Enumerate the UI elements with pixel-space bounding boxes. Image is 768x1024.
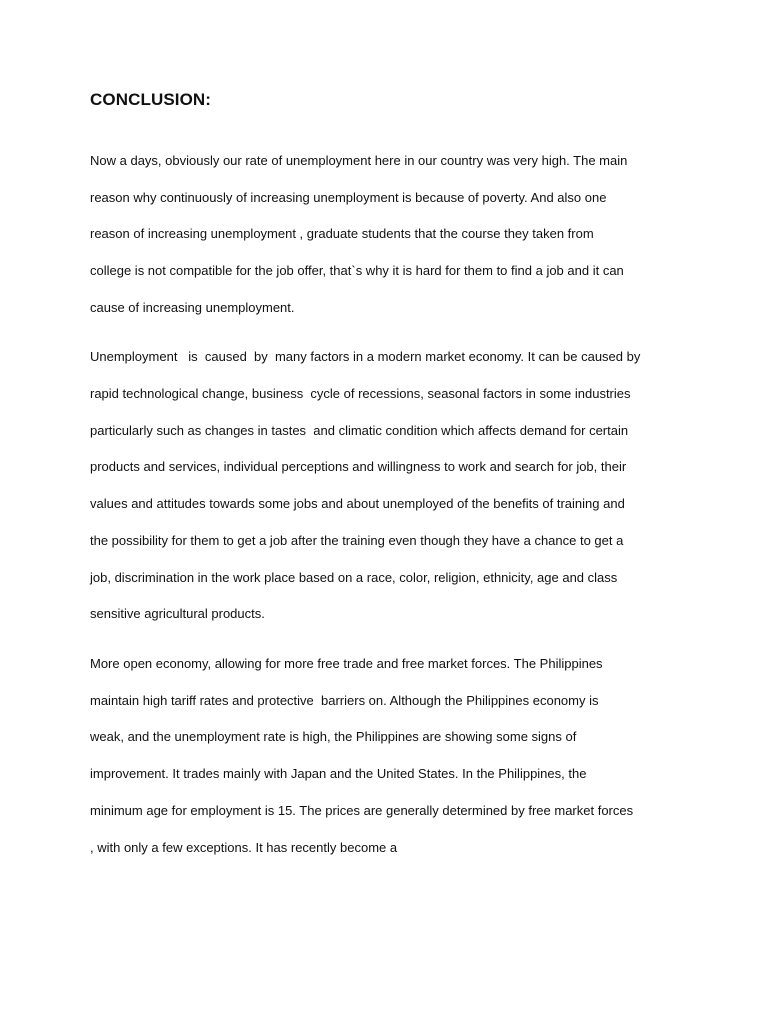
paragraph-1-line-5: cause of increasing unemployment. — [90, 300, 295, 315]
paragraph-1-line-1: Now a days, obviously our rate of unemployment here in our country was very high. The main — [90, 153, 628, 168]
paragraph-2-line-2: rapid technological change, business cycle of recessions, seasonal factors in some industries — [90, 386, 631, 401]
paragraph-3-line-4: improvement. It trades mainly with Japan and the United States. In the Philippines, the — [90, 766, 587, 781]
paragraph-3-line-3: weak, and the unemployment rate is high, the Philippines are showing some signs of — [90, 729, 577, 744]
paragraph-3-line-2: maintain high tariff rates and protective barriers on. Although the Philippines economy is — [90, 693, 599, 708]
conclusion-heading: CONCLUSION: — [90, 90, 212, 109]
paragraph-2-line-6: the possibility for them to get a job after the training even though they have a chance to get a — [90, 533, 624, 548]
paragraph-2-line-7: job, discrimination in the work place based on a race, color, religion, ethnicity, age and class — [90, 570, 618, 585]
paragraph-2-line-4: products and services, individual perceptions and willingness to work and search for job, their — [90, 459, 627, 474]
paragraph-2-line-1: Unemployment is caused by many factors in a modern market economy. It can be caused by — [90, 349, 641, 364]
paragraph-2-line-3: particularly such as changes in tastes and climatic condition which affects demand for certain — [90, 423, 629, 438]
paragraph-2-line-5: values and attitudes towards some jobs and about unemployed of the benefits of training and — [90, 496, 625, 511]
paragraph-2-line-8: sensitive agricultural products. — [90, 606, 265, 621]
paragraph-3-line-6: , with only a few exceptions. It has recently become a — [90, 840, 398, 855]
paragraph-1-line-2: reason why continuously of increasing unemployment is because of poverty. And also one — [90, 190, 607, 205]
paragraph-3-line-5: minimum age for employment is 15. The prices are generally determined by free market forces — [90, 803, 634, 818]
paragraph-1-line-3: reason of increasing unemployment , graduate students that the course they taken from — [90, 226, 594, 241]
paragraph-3-line-1: More open economy, allowing for more free trade and free market forces. The Philippines — [90, 656, 603, 671]
paragraph-1-line-4: college is not compatible for the job offer, that`s why it is hard for them to find a job and it can — [90, 263, 624, 278]
